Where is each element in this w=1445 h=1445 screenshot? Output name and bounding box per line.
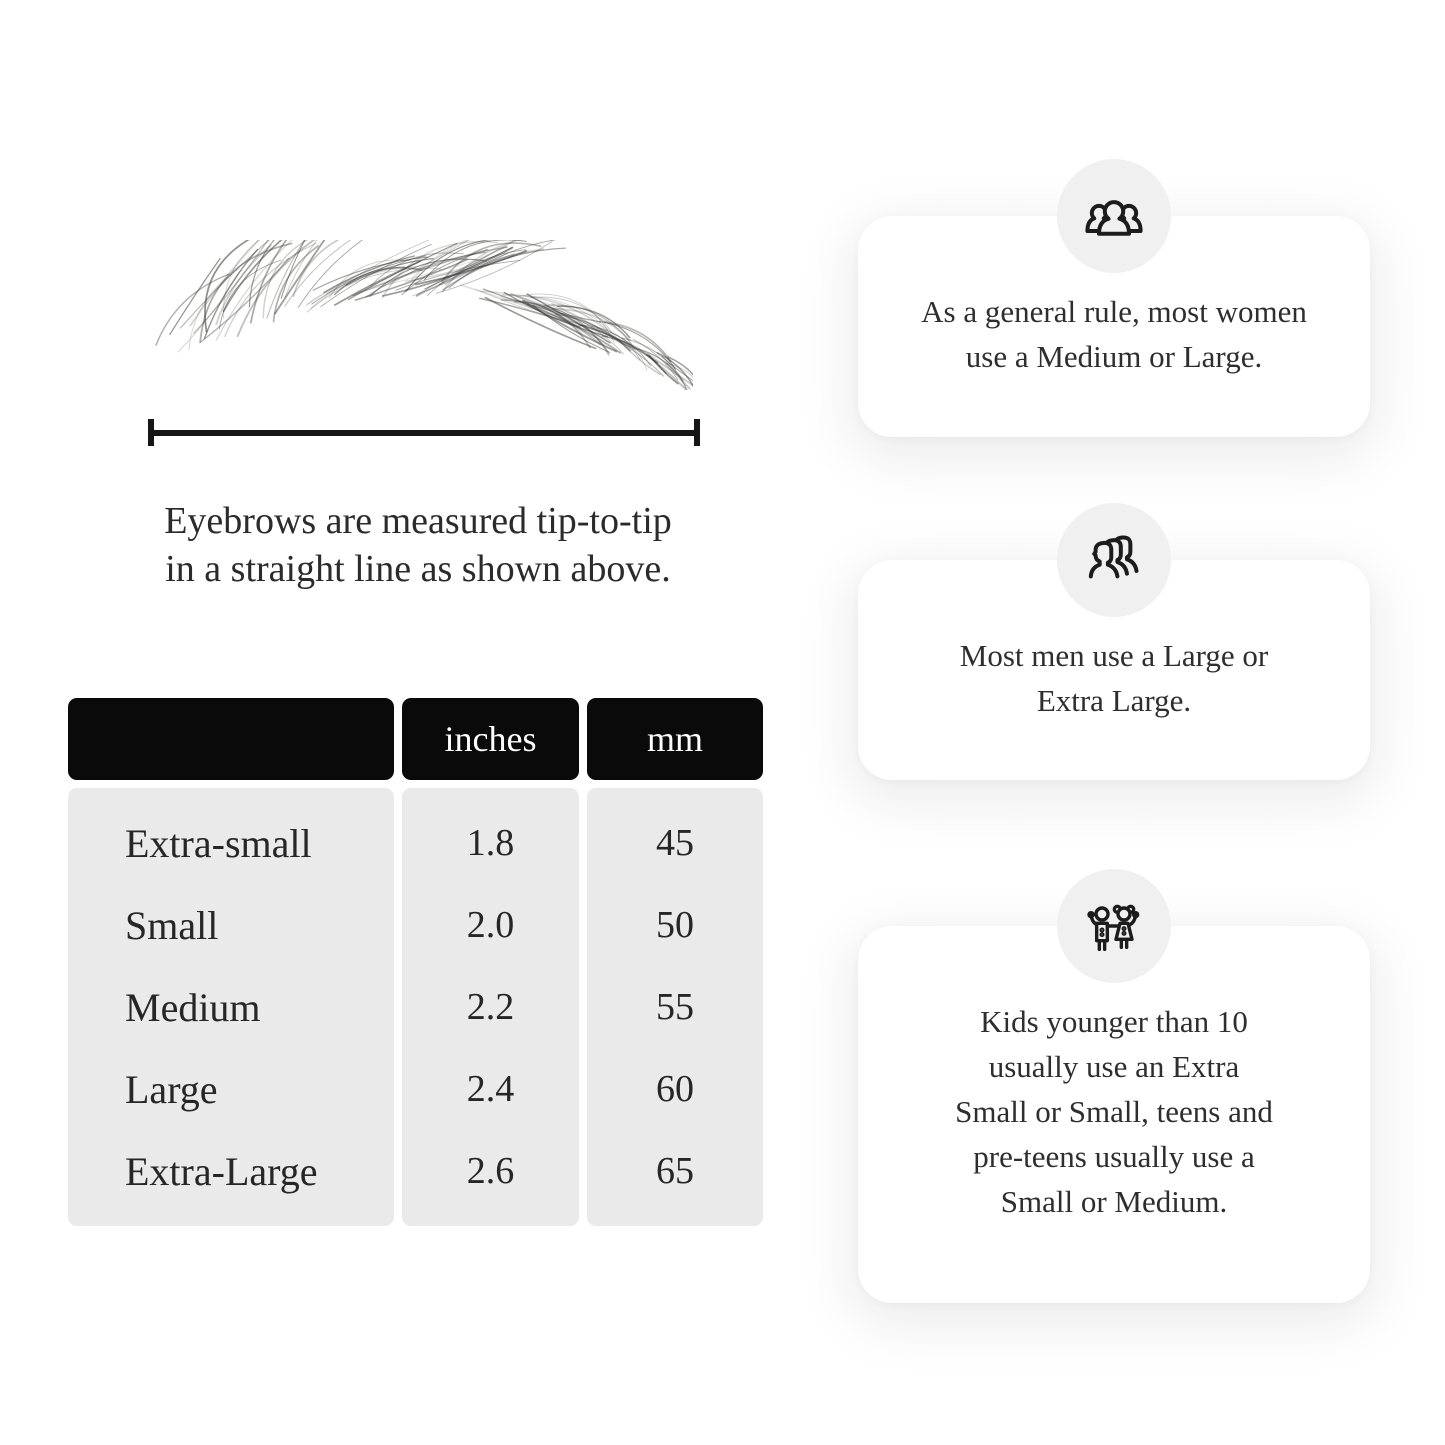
table-header-inches: inches (402, 698, 579, 780)
table-body-mm (587, 788, 763, 1226)
measurement-caption (68, 497, 768, 593)
men-group-icon (1081, 530, 1147, 590)
cell-inches-small: 2.0 (466, 904, 515, 946)
icon-badge (1057, 159, 1171, 273)
size-table (68, 698, 763, 1226)
info-card-women (858, 216, 1370, 437)
card-women-line-2: use a Medium or Large. (965, 339, 1263, 374)
cell-mm-extra-small: 45 (656, 822, 694, 864)
card-kids-line-2: usually use an Extra (988, 1049, 1240, 1084)
card-kids-line-4: pre-teens usually use a (973, 1139, 1255, 1174)
card-men-line-2: Extra Large. (1036, 683, 1192, 718)
cell-label-small: Small (125, 902, 219, 948)
eyebrow-illustration (118, 240, 693, 390)
cell-mm-medium: 55 (656, 986, 694, 1028)
kids-icon (1082, 896, 1146, 956)
caption-line-1: Eyebrows are measured tip-to-tip (164, 500, 672, 542)
cell-mm-extra-large: 65 (656, 1150, 694, 1192)
cell-mm-large: 60 (656, 1068, 694, 1110)
cell-inches-large: 2.4 (466, 1068, 515, 1110)
card-text-kids (868, 999, 1360, 1224)
women-group-icon (1081, 186, 1147, 246)
cell-label-extra-large: Extra-Large (125, 1148, 318, 1194)
cell-mm-small: 50 (656, 904, 694, 946)
table-column-mm (587, 698, 763, 1226)
table-column-size (68, 698, 394, 1226)
info-card-men (858, 560, 1370, 780)
icon-badge (1057, 503, 1171, 617)
table-header-mm: mm (587, 698, 763, 780)
card-kids-line-5: Small or Medium. (1000, 1184, 1228, 1219)
cell-label-extra-small: Extra-small (125, 820, 312, 866)
table-header-size (68, 698, 394, 780)
icon-badge (1057, 869, 1171, 983)
table-body-inches (402, 788, 579, 1226)
cell-inches-extra-large: 2.6 (466, 1150, 515, 1192)
measurement-line (148, 419, 700, 446)
eyebrow-sketch-icon (118, 240, 693, 390)
card-text-men (868, 633, 1360, 723)
caption-line-2: in a straight line as shown above. (165, 548, 671, 590)
cell-label-large: Large (125, 1066, 218, 1112)
card-kids-line-3: Small or Small, teens and (955, 1094, 1273, 1129)
cell-inches-medium: 2.2 (466, 986, 515, 1028)
card-women-line-1: As a general rule, most women (921, 294, 1307, 329)
table-body-size (68, 788, 394, 1226)
card-text-women (868, 289, 1360, 379)
cell-inches-extra-small: 1.8 (466, 822, 515, 864)
info-card-kids (858, 926, 1370, 1303)
card-kids-line-1: Kids younger than 10 (980, 1004, 1248, 1039)
cell-label-medium: Medium (125, 984, 261, 1030)
table-column-inches (402, 698, 579, 1226)
card-men-line-1: Most men use a Large or (959, 638, 1269, 673)
